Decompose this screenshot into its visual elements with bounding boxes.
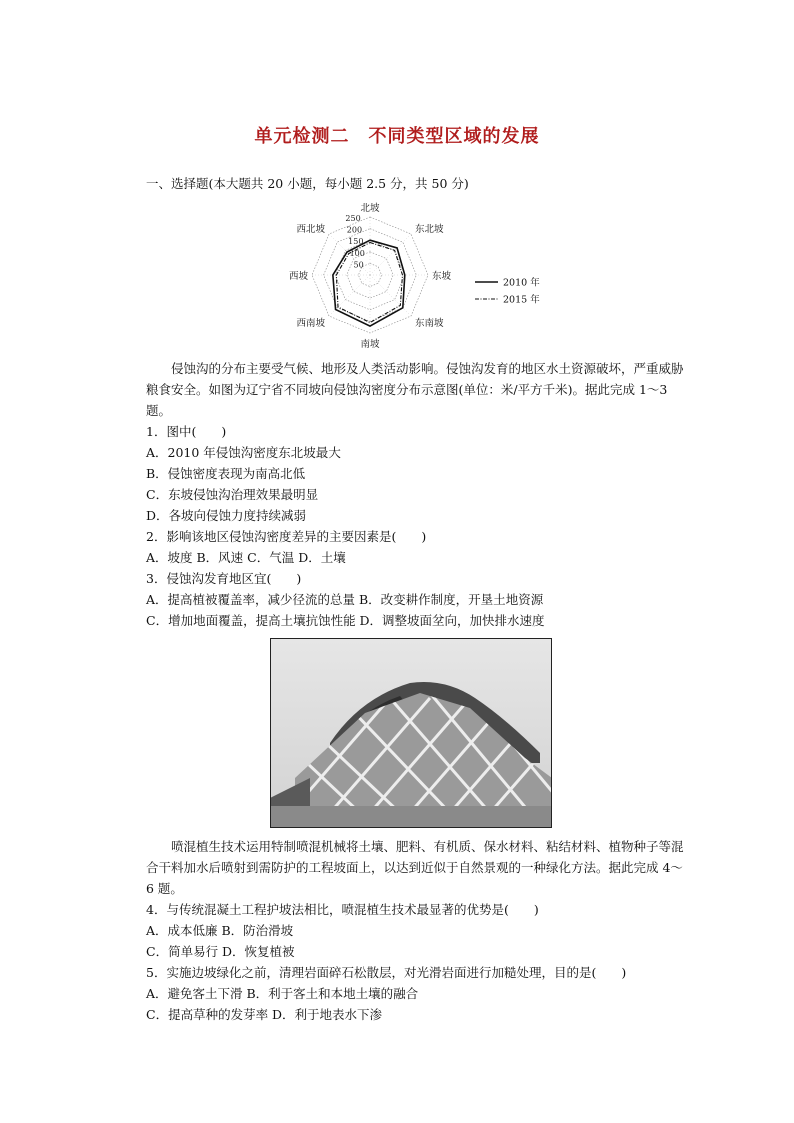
radar-axis-label: 北坡: [360, 203, 380, 214]
intro-paragraph-2: 喷混植生技术运用特制喷混机械将土壤、肥料、有机质、保水材料、粘结材料、植物种子等混合干料加水后喷射到需防护的工程坡面上，以达到近似于自然景观的一种绿化方法。据此完成 4～6 题。: [146, 839, 684, 896]
question-5-options-ab: A．避免客土下滑 B．利于客土和本地土壤的融合: [146, 986, 419, 1001]
radar-axis-label: 东坡: [432, 271, 452, 282]
section-heading: 一、选择题(本大题共 20 小题，每小题 2.5 分，共 50 分): [146, 176, 469, 191]
question-1-option-a: A．2010 年侵蚀沟密度东北坡最大: [146, 445, 341, 460]
radar-axis-label: 西南坡: [296, 318, 325, 330]
radar-ring-label: 200: [346, 225, 363, 235]
radar-axis-label: 东北坡: [415, 223, 444, 235]
radar-ring-label: 250: [345, 214, 361, 223]
legend-label-1: 2010 年: [503, 277, 540, 289]
question-4-options-cd: C．简单易行 D．恢复植被: [146, 944, 295, 959]
legend-label-2: 2015 年: [503, 294, 540, 306]
question-3-options-ab: A．提高植被覆盖率，减少径流的总量 B．改变耕作制度，开垦土地资源: [146, 592, 544, 607]
radar-axis-label: 西北坡: [296, 223, 325, 235]
slope-photo: [270, 638, 552, 828]
question-1-option-d: D．各坡向侵蚀力度持续减弱: [146, 508, 307, 523]
radar-axis-label: 南坡: [360, 339, 380, 350]
page-title: 单元检测二 不同类型区域的发展: [254, 126, 540, 147]
radar-ring-label: 150: [348, 237, 364, 247]
question-3-options-cd: C．增加地面覆盖，提高土壤抗蚀性能 D．调整坡面坌向，加快排水速度: [146, 613, 545, 628]
question-1: 1．图中( ): [146, 424, 227, 439]
question-4: 4．与传统混凝土工程护坡法相比，喷混植生技术最显著的优势是( ): [146, 902, 539, 917]
question-1-option-c: C．东坡侵蚀沟治理效果最明显: [146, 487, 319, 502]
question-3: 3．侵蚀沟发育地区宜( ): [146, 571, 302, 586]
question-5: 5．实施边坡绿化之前，清理岩面碎石松散层，对光滑岩面进行加糙处理，目的是( ): [146, 965, 627, 980]
radar-axis-label: 东南坡: [415, 318, 444, 330]
question-2-options: A．坡度 B．风速 C．气温 D．土壤: [146, 550, 346, 565]
intro-paragraph-1: 侵蚀沟的分布主要受气候、地形及人类活动影响。侵蚀沟发育的地区水土资源破坏，严重威胁粮食安全。如图为辽宁省不同坡向侵蚀沟密度分布示意图(单位：米/平方千米)。据此完成 1～3 题。: [146, 361, 684, 418]
radar-series-1: [333, 240, 405, 326]
radar-ring-label: 50: [353, 260, 364, 270]
radar-chart: [288, 200, 558, 350]
question-5-options-cd: C．提高草种的发芽率 D．利于地表水下渗: [146, 1007, 383, 1022]
question-1-option-b: B．侵蚀密度表现为南高北低: [146, 466, 306, 481]
radar-ring-label: 100: [349, 248, 365, 258]
question-4-options-ab: A．成本低廉 B．防治滑坡: [146, 923, 294, 938]
radar-axis-label: 西坡: [288, 271, 308, 282]
question-2: 2．影响该地区侵蚀沟密度差异的主要因素是( ): [146, 529, 427, 544]
